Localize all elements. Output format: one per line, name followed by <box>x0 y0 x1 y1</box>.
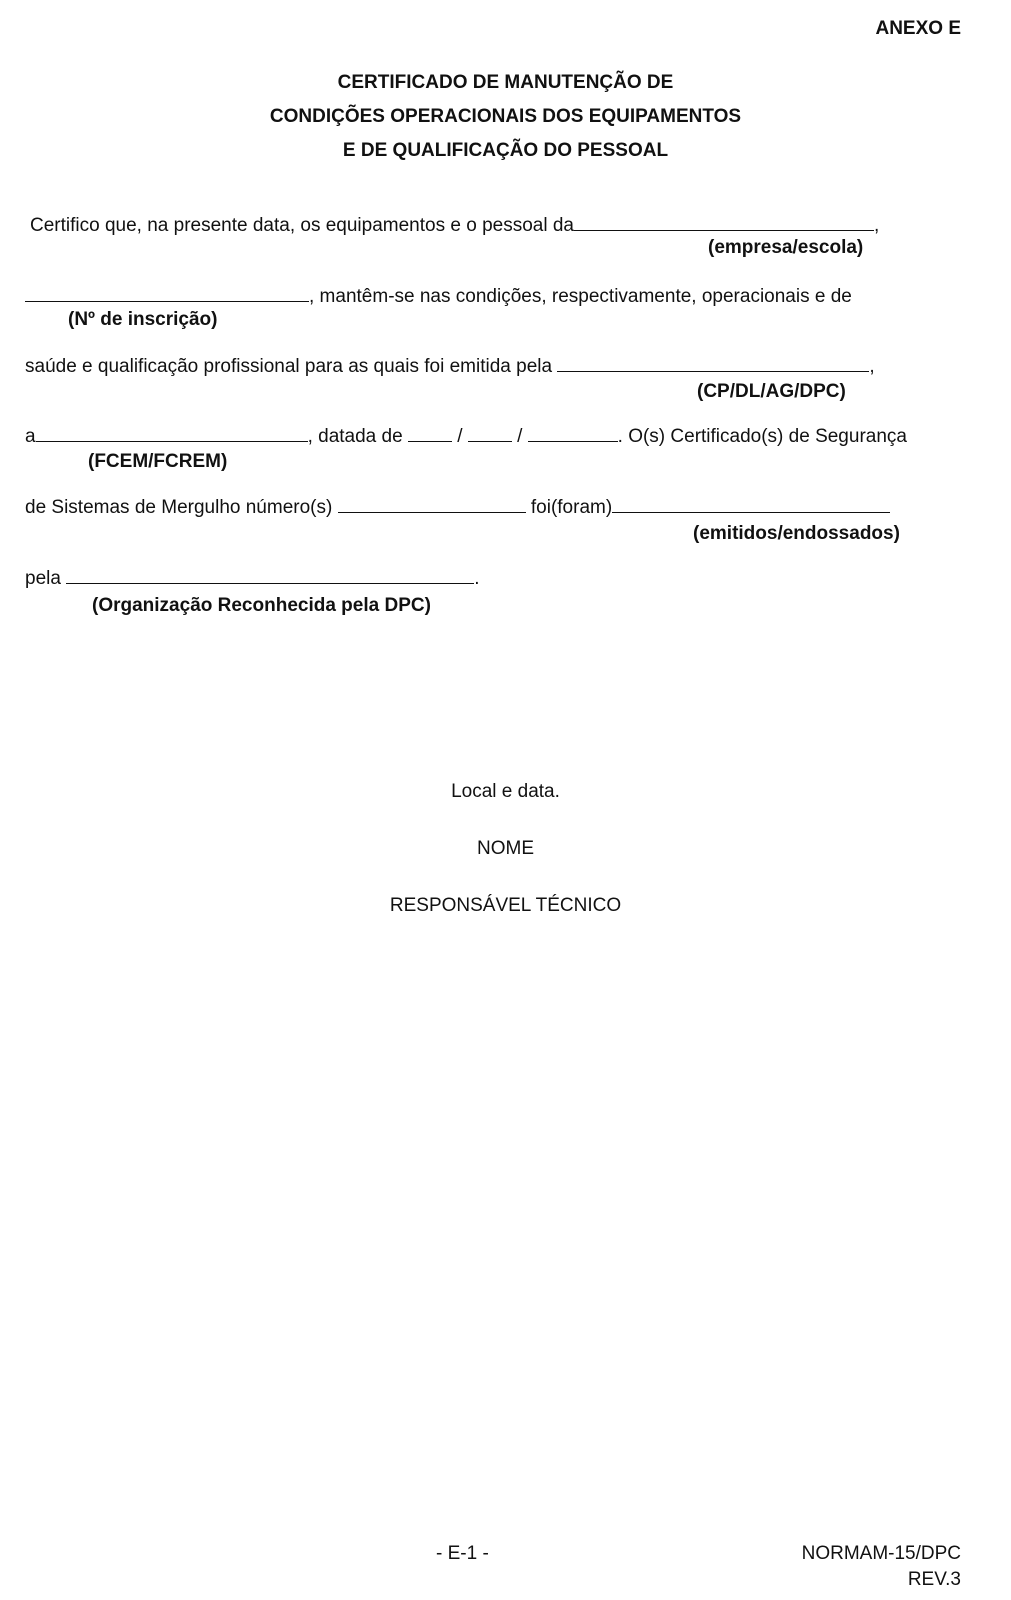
registration-number-blank[interactable] <box>25 283 309 302</box>
certificate-type-blank[interactable] <box>36 423 308 442</box>
date-year-blank[interactable] <box>528 423 618 442</box>
line-4-suffix: . O(s) Certificado(s) de Segurança <box>617 426 907 447</box>
line-4-mid: , datada de <box>307 426 403 447</box>
organization-blank[interactable] <box>66 565 474 584</box>
registration-number-caption: (Nº de inscrição) <box>68 309 218 330</box>
date-day-blank[interactable] <box>408 423 452 442</box>
date-month-blank[interactable] <box>468 423 512 442</box>
line-5-text: de Sistemas de Mergulho número(s) <box>25 497 333 518</box>
document-title <box>0 66 1011 168</box>
line-3-text: saúde e qualificação profissional para as quais foi emitida pela <box>25 356 553 377</box>
title-line-2: CONDIÇÕES OPERACIONAIS DOS EQUIPAMENTOS <box>269 106 742 127</box>
line-2-text: , mantêm-se nas condições, respectivamente, operacionais e de <box>309 286 852 307</box>
body-line-4 <box>25 423 907 448</box>
date-separator-2: / <box>517 426 523 447</box>
body-line-3: saúde e qualificação profissional para as quais foi emitida pela , <box>25 353 875 378</box>
issued-endorsed-caption: (emitidos/endossados) <box>693 523 900 544</box>
signer-role: RESPONSÁVEL TÉCNICO <box>389 895 622 916</box>
line-4-prefix: a <box>25 426 36 447</box>
annex-label: ANEXO E <box>875 18 961 39</box>
issuer-caption: (CP/DL/AG/DPC) <box>697 381 846 402</box>
document-id: NORMAM-15/DPC <box>801 1543 961 1564</box>
certificate-number-blank[interactable] <box>338 494 526 513</box>
date-separator-1: / <box>457 426 463 447</box>
organization-caption: (Organização Reconhecida pela DPC) <box>92 595 431 616</box>
place-and-date: Local e data. <box>451 781 560 802</box>
line-1-text: Certifico que, na presente data, os equipamentos e o pessoal da <box>30 215 574 236</box>
body-line-6: pela . <box>25 565 479 590</box>
page-number: - E-1 - <box>436 1543 489 1564</box>
issuer-blank[interactable] <box>557 353 869 372</box>
signer-name: NOME <box>477 838 534 859</box>
line-6-text: pela <box>25 568 61 589</box>
title-line-1: CERTIFICADO DE MANUTENÇÃO DE <box>337 72 674 93</box>
revision-label: REV.3 <box>907 1569 961 1590</box>
company-school-caption: (empresa/escola) <box>708 237 864 258</box>
body-line-1: Certifico que, na presente data, os equipamentos e o pessoal da , <box>30 212 879 237</box>
company-school-blank[interactable] <box>574 212 874 231</box>
certificate-type-caption: (FCEM/FCREM) <box>88 451 228 472</box>
line-5-mid: foi(foram) <box>530 497 613 518</box>
body-line-5 <box>25 494 890 519</box>
body-line-2 <box>25 283 852 308</box>
issued-endorsed-blank[interactable] <box>612 494 890 513</box>
title-line-3: E DE QUALIFICAÇÃO DO PESSOAL <box>342 140 669 161</box>
